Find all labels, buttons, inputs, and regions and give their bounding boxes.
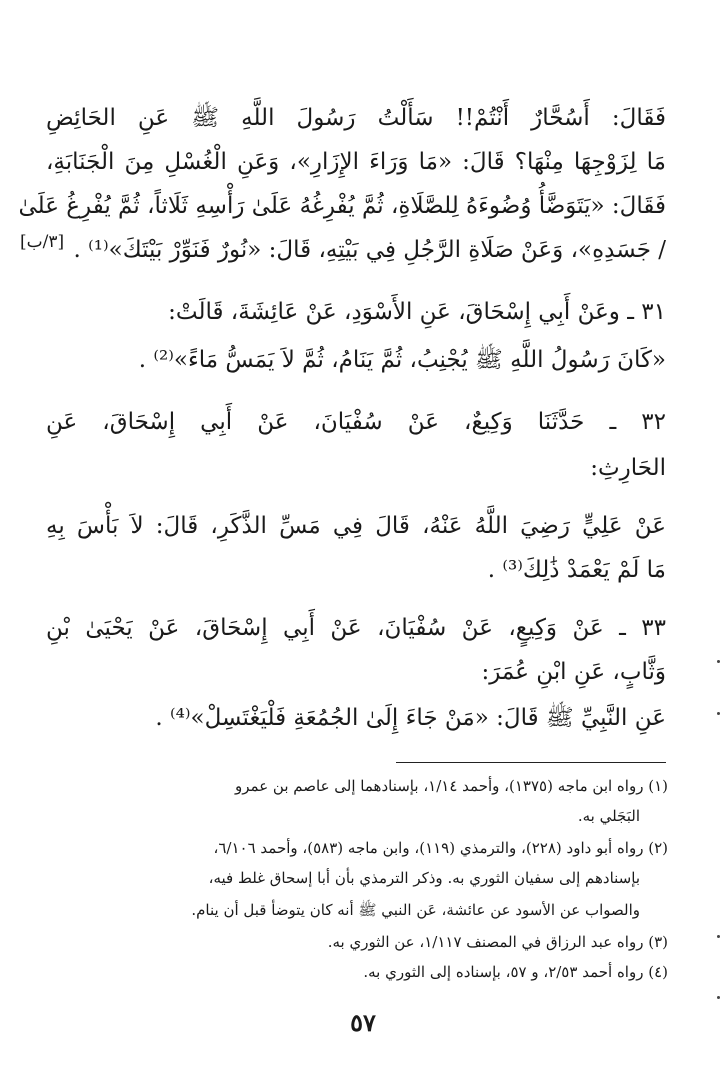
footnote-1: (١) رواه ابن ماجه (١٣٧٥)، وأحمد ١/١٤، بإسنادهما إلى عاصم بن عمرو bbox=[235, 777, 668, 795]
scan-speck bbox=[717, 996, 720, 999]
footnote-1-continued: البَجَلي به. bbox=[577, 807, 640, 825]
hadith-32-line-1: ٣٢ ـ حَدَّثَنَا وَكِيعٌ، عَنْ سُفْيَانَ، عَنْ أَبِي إِسْحَاقَ، عَنِ bbox=[46, 409, 666, 435]
page-number: ٥٧ bbox=[350, 1008, 376, 1037]
scan-speck bbox=[717, 712, 720, 715]
hadith-33-line-1: ٣٣ ـ عَنْ وَكِيعٍ، عَنْ سُفْيَانَ، عَنْ أَبِي إِسْحَاقَ، عَنْ يَحْيَىٰ بْنِ bbox=[46, 615, 666, 641]
hadith-32-line-3: عَنْ عَلِيٍّ رَضِيَ اللَّهُ عَنْهُ، قَالَ فِي مَسِّ الذَّكَرِ، قَالَ: لاَ بَأْسَ بِهِ bbox=[46, 513, 666, 539]
body-line-2: مَا لِزَوْجِهَا مِنْهَا؟ قَالَ: «مَا وَرَاءَ الإِزَارِ»، وَعَنِ الْغُسْلِ مِنَ الْجَنَابَةِ، bbox=[46, 149, 666, 175]
hadith-32-line-2: الحَارِثِ: bbox=[590, 455, 666, 481]
scan-speck bbox=[717, 935, 720, 938]
body-line-3: فَقَالَ: «يَتَوَضَّأُ وُضُوءَهُ لِلصَّلَاةِ، ثُمَّ يُفْرِغُهُ عَلَىٰ رَأْسِهِ ثَلَاثاً، ثُمَّ يُفْرِغُ عَلَىٰ bbox=[18, 193, 666, 219]
hadith-31-line-2: «كَانَ رَسُولُ اللَّهِ ﷺ يُجْنِبُ، ثُمَّ يَنَامُ، ثُمَّ لاَ يَمَسُّ مَاءً»⁽²⁾ . bbox=[138, 347, 666, 373]
body-line-1: فَقَالَ: أَسُحَّارٌ أَنْتُمْ!! سَأَلْتُ رَسُولَ اللَّهِ ﷺ عَنِ الحَائِضِ bbox=[46, 105, 666, 131]
footnote-2-continued-1: بإسنادهم إلى سفيان الثوري به. وذكر الترمذي بأن أبا إسحاق غلط فيه، bbox=[208, 869, 640, 887]
hadith-32-line-4: مَا لَمْ يَعْمَدْ ذَٰلِكَ⁽³⁾ . bbox=[487, 557, 666, 583]
hadith-33-line-2: وَثَّابٍ، عَنِ ابْنِ عُمَرَ: bbox=[481, 659, 666, 685]
footnote-2: (٢) رواه أبو داود (٢٢٨)، والترمذي (١١٩)، وابن ماجه (٥٨٣)، وأحمد ٦/١٠٦، bbox=[213, 839, 668, 857]
footnote-4: (٤) رواه أحمد ٢/٥٣، و ٥٧، بإسناده إلى الثوري به. bbox=[363, 963, 668, 981]
hadith-33-line-3: عَنِ النَّبِيِّ ﷺ قَالَ: «مَنْ جَاءَ إِلَىٰ الجُمُعَةِ فَلْيَغْتَسِلْ»⁽⁴⁾ . bbox=[155, 705, 666, 731]
body-line-4: / جَسَدِهِ»، وَعَنْ صَلَاةِ الرَّجُلِ فِي بَيْتِهِ، قَالَ: «نُورٌ فَنَوِّرْ بَيْتَكَ»⁽¹⁾ . bbox=[73, 237, 666, 263]
footnote-2-continued-2: والصواب عن الأسود عن عائشة، عَن النبي ﷺ أنه كان يتوضأ قبل أن ينام. bbox=[191, 901, 640, 919]
footnote-separator bbox=[396, 762, 666, 763]
footnote-3: (٣) رواه عبد الرزاق في المصنف ١/١١٧، عن الثوري به. bbox=[327, 933, 668, 951]
manuscript-folio-marker: [٣/ب] bbox=[20, 232, 65, 252]
scan-speck bbox=[717, 660, 720, 663]
hadith-31-line-1: ٣١ ـ وعَنْ أَبِي إِسْحَاقَ، عَنِ الأَسْوَدِ، عَنْ عَائِشَةَ، قَالَتْ: bbox=[168, 299, 666, 325]
